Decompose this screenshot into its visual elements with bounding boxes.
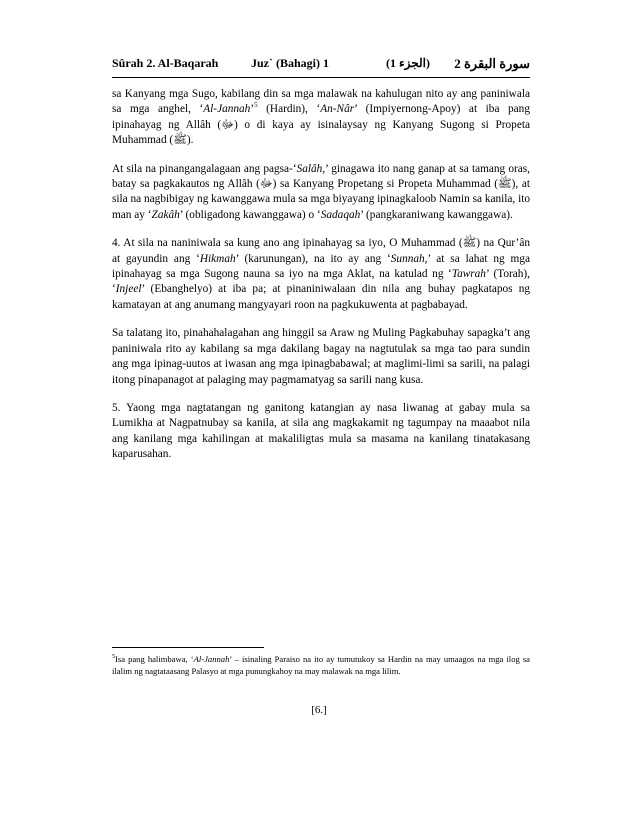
text-run: 5. Yaong mga nagtatangan ng ganitong katangian ay nasa liwanag at gabay mula sa Lumikha at Nagpatnubay sa kanila, at sila ang magkakamit ng tagumpay na maaabot nila ang kanilang mga kahilingan at makaliligtas mula sa masama na kanilang tinatakasang kaparusahan. bbox=[112, 401, 530, 461]
text-run: Sa talatang ito, pinahahalagahan ang hinggil sa Araw ng Muling Pagkabuhay sapagka’t ang paniniwala rito ay kabilang sa mga dakilang bagay na nagtutulak sa mga tao para sundin ang mga ipinag-uutos at iwasan ang mga ipinagbabawal; at maglimi-limi sa sarili, na palagi itong pinapanagot at palaging may pagmamatyag sa sarili nang kusa. bbox=[112, 327, 530, 386]
footnote-ref: 5 bbox=[112, 654, 115, 661]
text-run: At sila na pinangangalagaan ang pagsa-‘ bbox=[112, 162, 297, 175]
italic-term: Injeel bbox=[115, 283, 142, 296]
header-surah-title: Sûrah 2. Al-Baqarah bbox=[112, 56, 219, 70]
italic-term: Al-Jannah bbox=[203, 103, 251, 116]
italic-term: Al-Jannah bbox=[193, 654, 230, 664]
italic-term: Tawrah bbox=[451, 268, 486, 281]
text-run: ’ (karunungan), na ito ay ang ‘ bbox=[235, 252, 391, 265]
header-divider bbox=[112, 77, 530, 78]
text-run: ’ – isinaling Paraiso na ito ay tumutukoy sa Hardin na may umaagos na mga ilog sa ilalim ng nagtataasang Palasyo at mga punungkahoy na may malawak na mga lilim. bbox=[112, 654, 530, 676]
footnote-divider bbox=[112, 647, 264, 648]
footnote-ref: 5 bbox=[254, 101, 258, 110]
text-run: (Hardin), ‘ bbox=[257, 103, 321, 116]
footnote bbox=[112, 653, 530, 677]
text-run: ’ (pangkaraniwang kawanggawa). bbox=[360, 208, 513, 221]
paragraph bbox=[112, 401, 530, 463]
text-run: Isa pang halimbawa, ‘ bbox=[115, 654, 194, 664]
italic-term: Hikmah bbox=[199, 252, 236, 265]
paragraph bbox=[112, 162, 530, 224]
text-run: ’ (obligadong kawanggawa) o ‘ bbox=[179, 208, 321, 221]
text-run: ,’ at sa lahat ng mga ipinahayag sa mga Sugong nauna sa iyo na mga Aklat, na katulad ng ‘ bbox=[112, 252, 531, 281]
header-juz-arabic: (الجزء 1) bbox=[386, 56, 430, 70]
text-run: ’ (Torah), ‘ bbox=[112, 268, 530, 296]
italic-term: Sunnah bbox=[390, 252, 425, 265]
running-header bbox=[112, 56, 530, 74]
text-run: ,’ ginagawa ito nang ganap at sa tamang oras, batay sa pagkakautos ng Allâh (ﷻ) sa Kanyang Propetang si Propeta Muhammad (ﷺ), at sila na nagbibigay ng kawanggawa mula sa mga biyayang ipinagkaloob Namin sa kanila, ito man ay ‘ bbox=[112, 162, 531, 221]
text-run: ’ (Ebanghelyo) at iba pa; at pinaniniwalaan din nila ang buhay pagkatapos ng kamatayan at ang anumang mangyayari roon na pagkukuwenta at pagbabayad. bbox=[112, 283, 530, 311]
page-number: [6.] bbox=[311, 704, 327, 716]
paragraph bbox=[112, 326, 530, 388]
italic-term: Zakâh bbox=[151, 208, 180, 221]
header-surah-arabic: سورة البقرة 2 bbox=[454, 56, 530, 71]
text-run: ’ bbox=[250, 103, 255, 116]
body-text bbox=[112, 87, 530, 476]
header-juz-label: Juz` (Bahagi) 1 bbox=[251, 56, 329, 70]
paragraph bbox=[112, 236, 530, 313]
text-run: ’ (Impiyernong-Apoy) at iba pang ipinahayag ng Allâh (ﷻ) o di kaya ay isinalaysay ng Kanyang Sugong si Propeta Muhammad (ﷺ). bbox=[112, 103, 530, 147]
paragraph bbox=[112, 87, 530, 149]
text-run: 4. At sila na naniniwala sa kung ano ang ipinahayag sa iyo, O Muhammad (ﷺ) na Qur’ân at gayundin ang ‘ bbox=[112, 237, 530, 265]
text-run: sa Kanyang mga Sugo, kabilang din sa mga malawak na kahulugan nito ay ang paniniwala sa mga anghel, ‘ bbox=[112, 88, 530, 116]
italic-term: Sadaqah bbox=[320, 208, 361, 221]
italic-term: Salâh bbox=[296, 162, 323, 175]
italic-term: An-Nâr bbox=[320, 103, 355, 116]
